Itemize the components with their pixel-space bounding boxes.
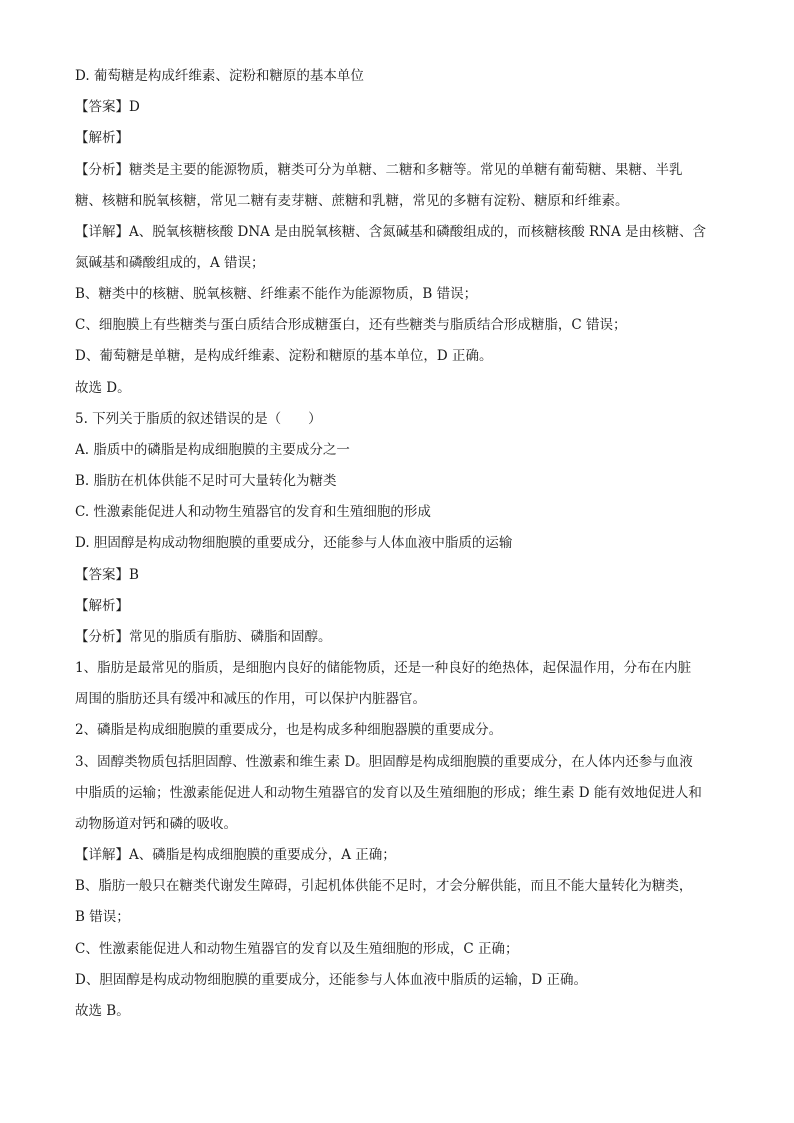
- question-5-stem: 5. 下列关于脂质的叙述错误的是（ ）: [75, 411, 322, 427]
- analysis-line: 糖、核糖和脱氧核糖，常见二糖有麦芽糖、蔗糖和乳糖，常见的多糖有淀粉、糖原和纤维素。: [75, 193, 629, 209]
- analysis-line: 【分析】常见的脂质有脂肪、磷脂和固醇。: [75, 629, 332, 645]
- analysis-line: 3、固醇类物质包括胆固醇、性激素和维生素 D。胆固醇是构成细胞膜的重要成分，在人体内还参与血液: [75, 754, 693, 770]
- detail-line: B、脂肪一般只在糖类代谢发生障碍，引起机体供能不足时，才会分解供能，而且不能大量转化为糖类，: [75, 878, 693, 894]
- analysis-line: 2、磷脂是构成细胞膜的重要成分，也是构成多种细胞器膜的重要成分。: [75, 722, 503, 738]
- option-d-q4: D. 葡萄糖是构成纤维素、淀粉和糖原的基本单位: [75, 68, 364, 84]
- answer-q5: 【答案】B: [75, 567, 139, 583]
- option-c-q5: C. 性激素能促进人和动物生殖器官的发育和生殖细胞的形成: [75, 504, 431, 520]
- detail-line: C、细胞膜上有些糖类与蛋白质结合形成糖蛋白，还有些糖类与脂质结合形成糖脂，C 错误；: [75, 317, 627, 333]
- answer-q4: 【答案】D: [75, 99, 140, 115]
- conclusion-q5: 故选 B。: [75, 1003, 130, 1019]
- option-d-q5: D. 胆固醇是构成动物细胞膜的重要成分，还能参与人体血液中脂质的运输: [75, 535, 513, 551]
- analysis-line: 动物肠道对钙和磷的吸收。: [75, 816, 237, 832]
- detail-line: D、葡萄糖是单糖，是构成纤维素、淀粉和糖原的基本单位，D 正确。: [75, 348, 493, 364]
- detail-line: 【详解】A、脱氧核糖核酸 DNA 是由脱氧核糖、含氮碱基和磷酸组成的，而核糖核酸 RNA 是由核糖、含: [75, 224, 707, 240]
- analysis-heading-q4: 【解析】: [75, 130, 129, 146]
- detail-line: 【详解】A、磷脂是构成细胞膜的重要成分，A 正确；: [75, 847, 396, 863]
- detail-line: C、性激素能促进人和动物生殖器官的发育以及生殖细胞的形成，C 正确；: [75, 941, 519, 957]
- detail-line: 氮碱基和磷酸组成的，A 错误；: [75, 255, 265, 271]
- detail-line: B 错误；: [75, 909, 130, 925]
- analysis-line: 【分析】糖类是主要的能源物质，糖类可分为单糖、二糖和多糖等。常见的单糖有葡萄糖、果糖、半乳: [75, 162, 683, 178]
- analysis-line: 1、脂肪是最常见的脂质，是细胞内良好的储能物质，还是一种良好的绝热体，起保温作用，分布在内脏: [75, 660, 692, 676]
- analysis-line: 周围的脂肪还具有缓冲和减压的作用，可以保护内脏器官。: [75, 691, 426, 707]
- option-a-q5: A. 脂质中的磷脂是构成细胞膜的主要成分之一: [75, 442, 350, 458]
- option-b-q5: B. 脂肪在机体供能不足时可大量转化为糖类: [75, 473, 337, 489]
- analysis-line: 中脂质的运输；性激素能促进人和动物生殖器官的发育以及生殖细胞的形成；维生素 D 能有效地促进人和: [75, 785, 702, 801]
- conclusion-q4: 故选 D。: [75, 380, 131, 396]
- analysis-heading-q5: 【解析】: [75, 598, 129, 614]
- detail-line: B、糖类中的核糖、脱氧核糖、纤维素不能作为能源物质，B 错误；: [75, 286, 478, 302]
- detail-line: D、胆固醇是构成动物细胞膜的重要成分，还能参与人体血液中脂质的运输，D 正确。: [75, 972, 587, 988]
